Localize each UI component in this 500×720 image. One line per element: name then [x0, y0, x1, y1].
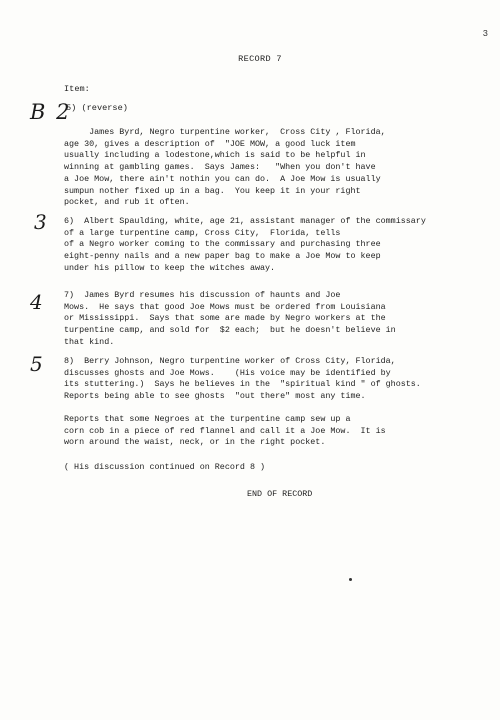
- handwritten-mark-4: 4: [30, 290, 43, 314]
- item-5-paragraph: James Byrd, Negro turpentine worker, Cross City , Florida, age 30, gives a description of "JOE MOW, a good luck item usually including a lodestone,which is said to be helpful in winning at gambling games. Says James: "When you don't have a Joe Mow, there ain't nothin you can do. A Joe Mow is usually sumpun nother fixed up in a bag. You keep it in your right pocket, and rub it often.: [64, 127, 386, 208]
- item-6-paragraph: 6) Albert Spaulding, white, age 21, assistant manager of the commissary of a large turpentine camp, Cross City, Florida, tells of a Negro worker coming to the commissary and purchasing three eight-penny nails and a new paper bag to make a Joe Mow to keep under his pillow to keep the witches away.: [64, 216, 426, 273]
- end-of-record: END OF RECORD: [247, 489, 313, 499]
- handwritten-mark-3: 3: [34, 210, 47, 234]
- item-heading: Item:: [64, 84, 90, 94]
- item-8-continuation-paragraph: Reports that some Negroes at the turpentine camp sew up a corn cob in a piece of red flannel and call it a Joe Mow. It is worn around the waist, neck, or in the right pocket.: [64, 414, 386, 448]
- record-title: RECORD 7: [238, 54, 282, 64]
- page-number: 3: [482, 29, 488, 39]
- item-8-paragraph: 8) Berry Johnson, Negro turpentine worker of Cross City, Florida, discusses ghosts and Joe Mows. (His voice may be identified by its stuttering.) Says he believes in the "spiritual kind " of ghosts. Reports being able to see ghosts "out there" most any time.: [64, 356, 421, 402]
- handwritten-mark-b2: B 2: [30, 100, 72, 124]
- handwritten-mark-5: 5: [30, 352, 43, 376]
- paper-speck: [349, 578, 352, 581]
- item-7-paragraph: 7) James Byrd resumes his discussion of haunts and Joe Mows. He says that good Joe Mows must be ordered from Louisiana or Mississippi. Says that some are made by Negro workers at the turpentine camp, and sold for $2 each; but he doesn't believe in that kind.: [64, 290, 396, 347]
- continued-note: ( His discussion continued on Record 8 ): [64, 462, 266, 472]
- item-5-label: 5) (reverse): [66, 103, 128, 113]
